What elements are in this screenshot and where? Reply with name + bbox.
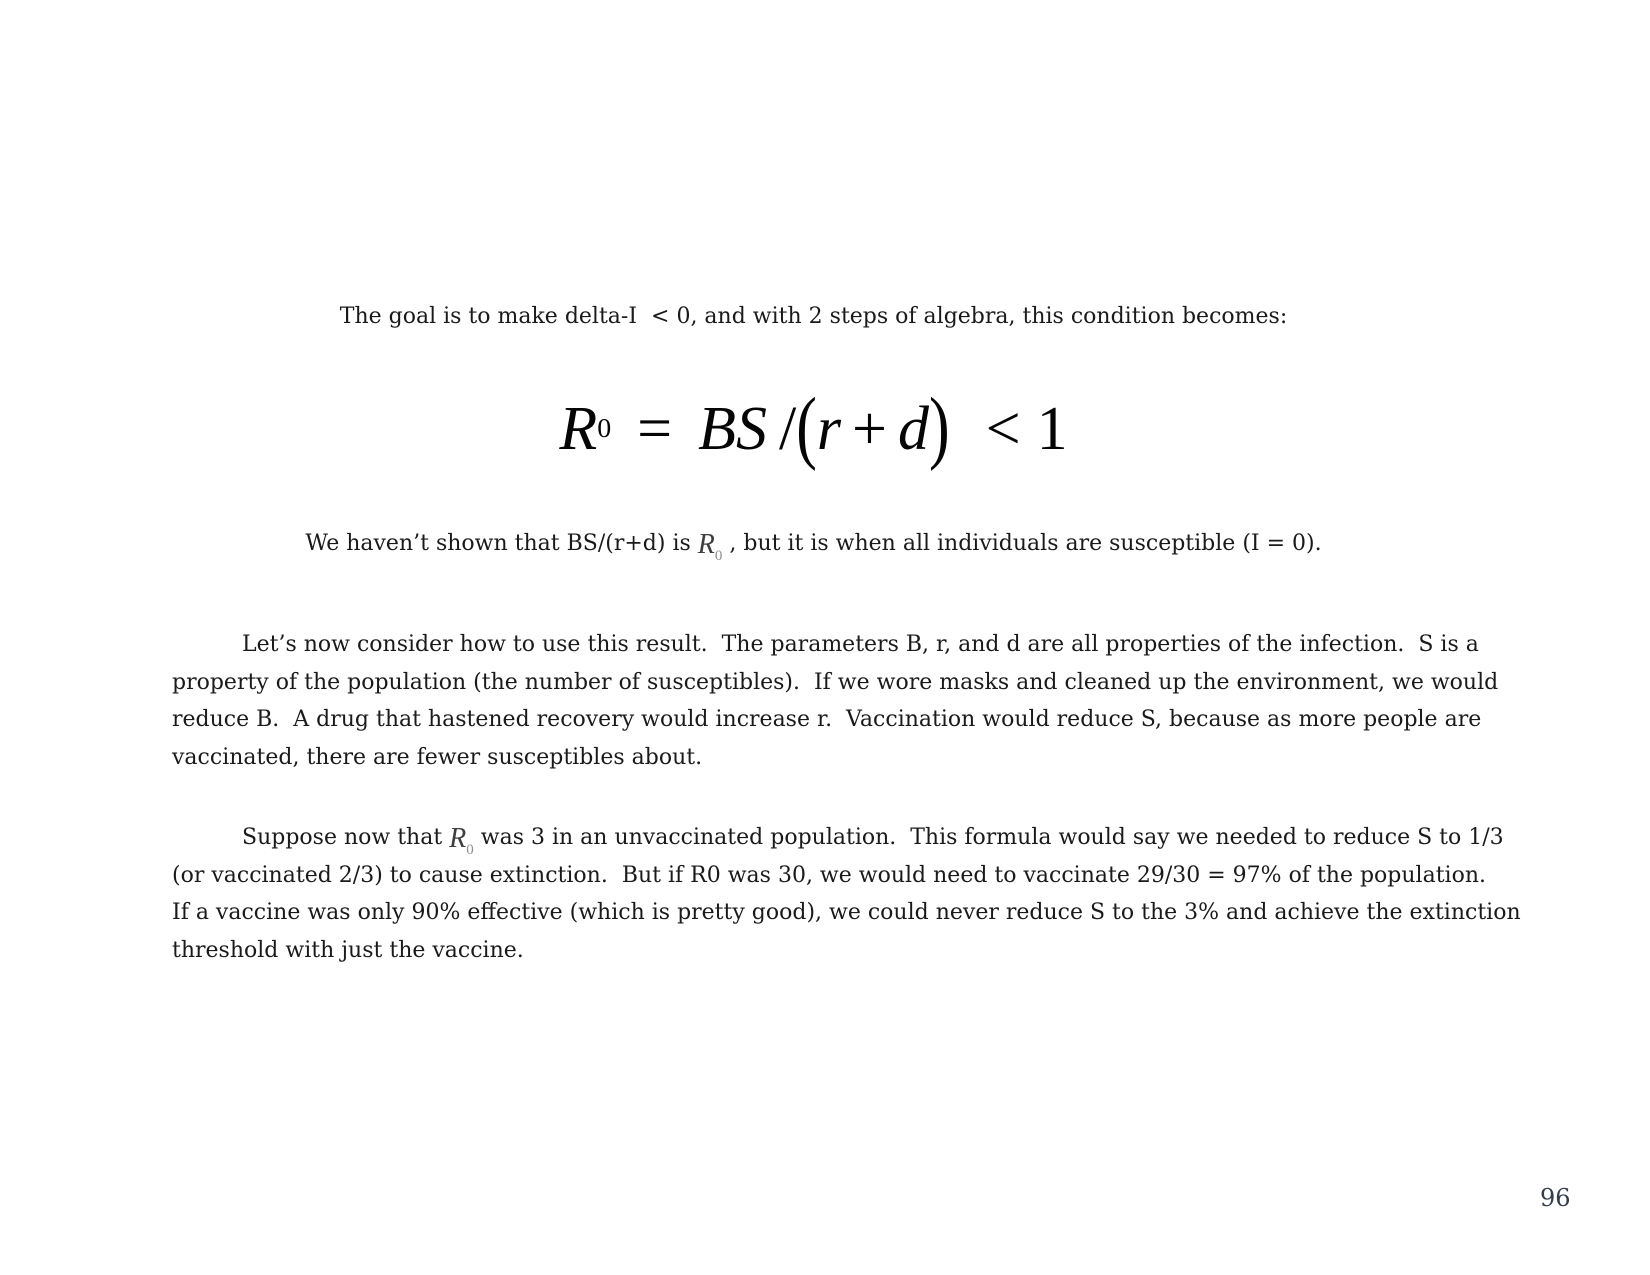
paragraph-2-line-3: If a vaccine was only 90% effective (which is pretty good), we could never reduce S to the 3% and achieve the extinction xyxy=(172,900,1521,925)
paragraph-2-line-4: threshold with just the vaccine. xyxy=(172,937,524,963)
formula-less-than: < xyxy=(985,394,1021,463)
inline-r0-subscript: 0 xyxy=(714,548,723,564)
inline-r0-base: R xyxy=(449,823,467,854)
paragraph-1 xyxy=(172,626,1512,776)
paragraph-2-line-1 xyxy=(172,819,1512,857)
formula-right-paren: ) xyxy=(929,381,950,472)
intro-sentence: The goal is to make delta-I < 0, and with 2 steps of algebra, this condition becomes: xyxy=(339,304,1288,329)
formula-plus: + xyxy=(852,394,888,463)
note-text-post: , but it is when all individuals are susceptible (I = 0). xyxy=(722,531,1322,556)
note-text-pre: We haven’t shown that BS/(r+d) is xyxy=(305,531,698,556)
paragraph-2-line-2: (or vaccinated 2/3) to cause extinction. But if R0 was 30, we would need to vaccinate 29/30 = 97% of the population. xyxy=(172,862,1486,888)
formula-bs: BS xyxy=(698,394,768,463)
paragraph-1-line-2: property of the population (the number of susceptibles). If we wore masks and cleaned up the environment, we would xyxy=(172,669,1499,695)
inline-r0-subscript: 0 xyxy=(466,842,474,858)
paragraph-2-line-1-post: was 3 in an unvaccinated population. This formula would say we needed to reduce S to 1/3 xyxy=(473,825,1504,850)
inline-r0-math xyxy=(697,529,723,564)
paragraph-1-line-4: vaccinated, there are fewer susceptibles about. xyxy=(172,744,703,770)
paragraph-2-line-1-pre: Suppose now that xyxy=(242,825,450,850)
page-number: 96 xyxy=(1540,1184,1571,1212)
equation-display: R 0 = BS / ( r + d ) < 1 xyxy=(172,374,1455,484)
paragraph-1-line-3: reduce B. A drug that hastened recovery would increase r. Vaccination would reduce S, because as more people are xyxy=(172,707,1482,732)
formula-d-variable: d xyxy=(898,394,930,463)
inline-r0-math xyxy=(449,823,474,858)
formula-r: R xyxy=(559,394,598,463)
formula-slash: / xyxy=(779,394,797,463)
inline-r0-base: R xyxy=(697,529,715,560)
note-sentence xyxy=(172,528,1455,564)
formula-equals: = xyxy=(637,394,673,463)
formula-one: 1 xyxy=(1036,394,1068,463)
formula-r-variable: r xyxy=(816,394,842,463)
formula-left-paren: ( xyxy=(796,381,817,472)
paragraph-2 xyxy=(172,819,1521,969)
paragraph-1-line-1: Let’s now consider how to use this result. The parameters B, r, and d are all properties of the infection. S is a xyxy=(242,632,1479,657)
